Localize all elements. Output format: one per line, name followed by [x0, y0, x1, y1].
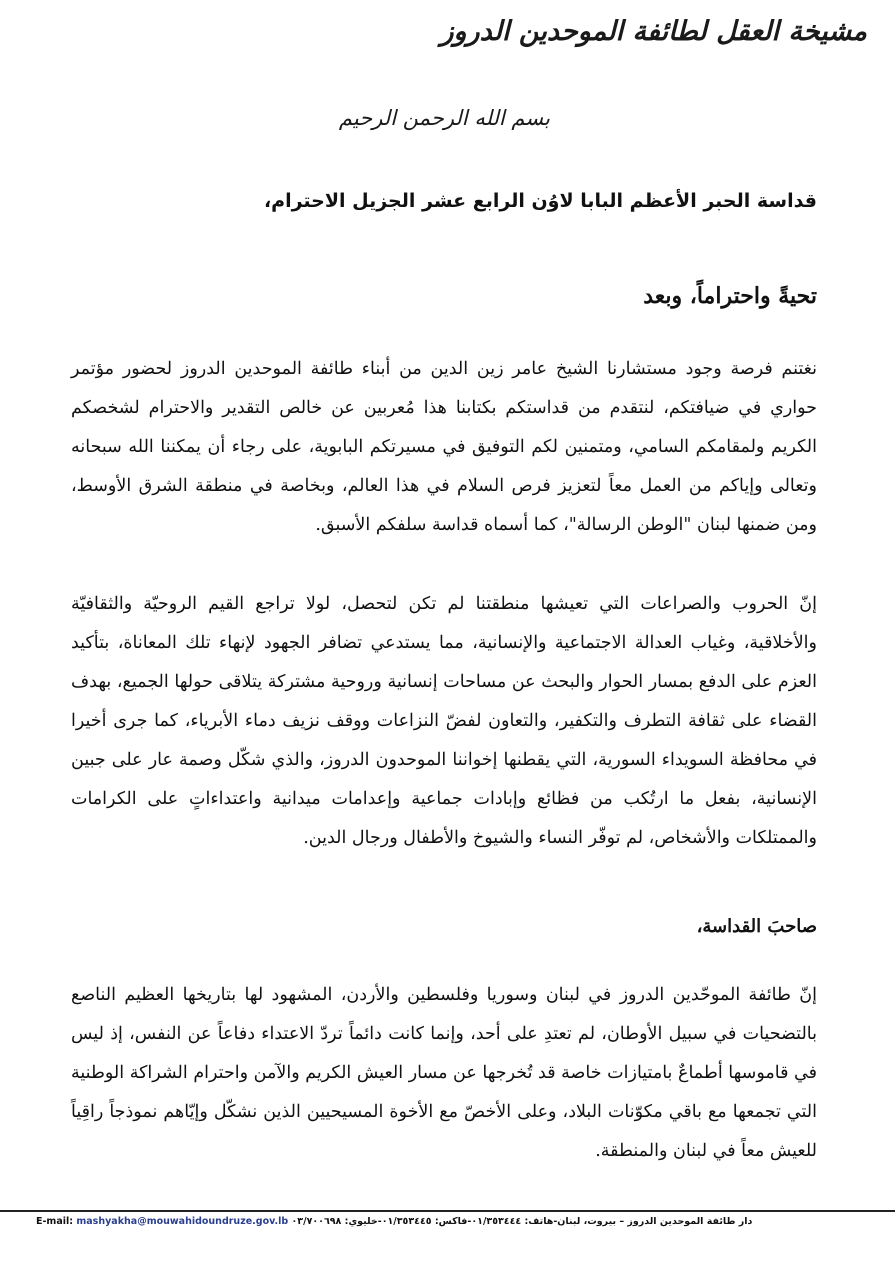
footer-address: دار طائفة الموحدين الدروز – بيروت، لبنان-هاتف: ٠١/٣٥٣٤٤٤-فاكس: ٠١/٣٥٣٤٤٥-خليوي: ٠٣/٧٠٠٦٩٨	[291, 1216, 753, 1227]
paragraph-1: نغتنم فرصة وجود مستشارنا الشيخ عامر زين الدين من أبناء طائفة الموحدين الدروز لحضور مؤتمر حواري في ضيافتكم، لنتقدم من قداستكم بكتابنا هذا مُعربين عن خالص التقدير والاحترام لشخصكم الكريم ولمقامكم السامي، ومتمنين لكم التوفيق في مسيرتكم البابوية، على رجاء أن يمكننا الله سبحانه وتعالى وإياكم من العمل معاً لتعزيز فرص السلام في هذا العالم، وبخاصة في منطقة الشرق الأوسط، ومن ضمنها لبنان "الوطن الرسالة"، كما أسماه قداسة سلفكم الأسبق.	[71, 359, 817, 535]
salutation-subheading: صاحبَ القداسة،	[696, 916, 817, 937]
letterhead-title: مشيخة العقل لطائفة الموحدين الدروز	[440, 16, 867, 47]
recipient-address-line: قداسة الحبر الأعظم البابا لاوُن الرابع عشر الجزيل الاحترام،	[263, 190, 817, 212]
footer-divider	[0, 1210, 895, 1212]
paragraph-2: إنّ الحروب والصراعات التي تعيشها منطقتنا لم تكن لتحصل، لولا تراجع القيم الروحيّة والثقافيّة والأخلاقية، وغياب العدالة الاجتماعية والإنسانية، مما يستدعي تضافر الجهود لإنهاء تلك المعاناة، بتأكيد العزم على الدفع بمسار الحوار والبحث عن مساحات إنسانية وروحية مشتركة يتلاقى حولها الجميع، بهدف القضاء على ثقافة التطرف والتكفير، والتعاون لفضّ النزاعات ووقف نزيف دماء الأبرياء، كما جرى أخيرا في محافظة السويداء السورية، التي يقطنها إخواننا الموحدون الدروز، والذي شكّل وصمة عار على جبين الإنسانية، بفعل ما ارتُكب من فظائع وإبادات جماعية وإعدامات ميدانية واعتداءاتٍ على الكرامات والممتلكات والأشخاص، لم توفّر النساء والشيوخ والأطفال ورجال الدين.	[71, 594, 817, 848]
greeting-line: تحيةً واحتراماً، وبعد	[643, 283, 817, 309]
footer-email-link[interactable]: mashyakha@mouwahidoundruze.gov.lb	[76, 1216, 289, 1227]
basmala-calligraphy: بسم الله الرحمن الرحيم	[338, 106, 550, 130]
footer-email-label: E-mail:	[36, 1216, 74, 1227]
footer-contact	[36, 1214, 856, 1230]
paragraph-3: إنّ طائفة الموحّدين الدروز في لبنان وسوريا وفلسطين والأردن، المشهود لها بتاريخها العظيم الناصع بالتضحيات في سبيل الأوطان، لم تعتدِ على أحد، وإنما كانت دائماً تردّ الاعتداء دفاعاً عن النفس، إذ ليس في قاموسها أطماعٌ بامتيازات خاصة قد تُخرجها عن مسار العيش الكريم والآمن واحترام الشراكة الوطنية التي تجمعها مع باقي مكوّنات البلاد، وعلى الأخصّ مع الأخوة المسيحيين الذين نشكّل وإيّاهم نموذجاً راقِياً للعيش معاً في لبنان والمنطقة.	[71, 985, 817, 1161]
